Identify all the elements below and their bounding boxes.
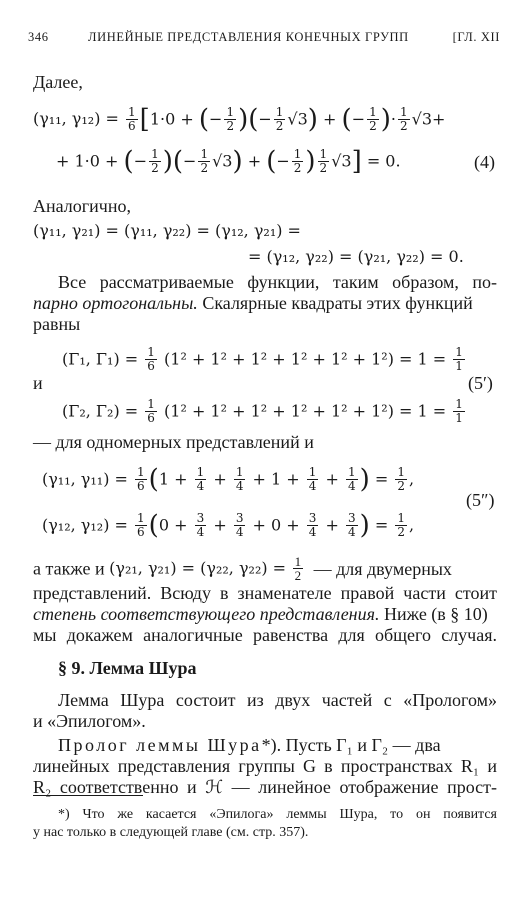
paragraph-1-line-2: парно ортогональны. Скалярные квадраты этих функций [33,293,473,313]
equation-gamma1: (Γ₁, Γ₁) = $\frac{1}{6}$ (1² + 1² + 1² + 1² + 1² + 1²) = 1 = $\frac{1}{1}$ [62,345,463,373]
text-and: и [33,373,43,393]
paragraph-2-line-4: мы докажем аналогичные равенства для общего случая. [33,625,497,645]
page-number: 346 [28,30,49,44]
paragraph-3-line-2: и «Эпилогом». [33,711,146,731]
paragraph-2-line-3: степень соответствующего представления. Ниже (в § 10) [33,604,488,624]
equation-gamma2: (Γ₂, Γ₂) = $\frac{1}{6}$ (1² + 1² + 1² + 1² + 1² + 1²) = 1 = $\frac{1}{1}$ [62,397,463,425]
paragraph-2-line-1: а также и (γ₂₁, γ₂₁) = (γ₂₂, γ₂₂) = $\frac{1}{2}$ — для двумерных [33,554,452,583]
running-header [28,30,500,46]
running-title: ЛИНЕЙНЫЕ ПРЕДСТАВЛЕНИЯ КОНЕЧНЫХ ГРУПП [88,30,409,44]
equation-number-5prime: (5′) [468,373,493,393]
chapter-label: [ГЛ. XII [452,30,500,44]
paragraph-1-line-1: Все рассматриваемые функции, таким образом, по- [58,272,497,292]
paragraph-1-line-3: равны [33,314,81,334]
text-dalee: Далее, [33,72,83,92]
fraction: $\frac{1}{6}$ [128,105,136,133]
equation-g12: (γ₁₂, γ₁₂) = $\frac{1}{6}$ (0 + $\frac{3}{4}$ + $\frac{3}{4}$ + 0 + $\frac{3}{4}$ + $\frac{3}{4}$ ) = $\frac{1}{2}$ , [42,510,415,541]
footnote-rule [33,795,143,796]
equation-4-line-2: + 1·0 + (− $\frac{1}{2}$ )(− $\frac{1}{2}$ √3) + (− $\frac{1}{2}$ ) $\frac{1}{2}$ √3] = 0. [56,146,401,177]
text-analogichno: Аналогично, [33,196,131,216]
paragraph-4-line-3: R₂ соответственно и ℋ — линейное отображение прост- [33,777,497,797]
paragraph-4-line-1: Пролог леммы Шура*). Пусть Γ₁ и Γ₂ — два [58,735,441,755]
equation-4-line-1: (γ₁₁, γ₁₂) = $\frac{1}{6}$ [1·0 + (− $\frac{1}{2}$ )(− $\frac{1}{2}$ √3) + (− $\frac{1}{2}$ )· $\frac{1}{2}$ √3+ [33,104,446,135]
equation-number-4: (4) [474,152,495,172]
paragraph-2-line-2: представлений. Всюду в знаменателе правой части стоит [33,583,497,603]
equation-g11: (γ₁₁, γ₁₁) = $\frac{1}{6}$ (1 + $\frac{1}{4}$ + $\frac{1}{4}$ + 1 + $\frac{1}{4}$ + $\frac{1}{4}$ ) = $\frac{1}{2}$ , [42,464,415,495]
footnote-line-2: у нас только в следующей главе (см. стр. 357). [33,825,309,840]
section-heading: § 9. Лемма Шура [58,658,197,678]
paragraph-3-line-1: Лемма Шура состоит из двух частей с «Прологом» [58,690,497,710]
footnote-line-1: *) Что же касается «Эпилога» леммы Шура, то он появится [58,807,497,822]
eq4-lhs: (γ₁₁, γ₁₂) = [33,109,119,128]
equation-orthogonal-line-2: = (γ₁₂, γ₂₂) = (γ₂₁, γ₂₂) = 0. [248,247,464,266]
paragraph-4-line-2: линейных представления группы G в пространствах R₁ и [33,756,497,776]
equation-orthogonal-line-1: (γ₁₁, γ₂₁) = (γ₁₁, γ₂₂) = (γ₁₂, γ₂₁) = [33,221,301,240]
text-one-dim: — для одномерных представлений и [33,432,314,452]
equation-number-5double: (5″) [466,490,495,510]
